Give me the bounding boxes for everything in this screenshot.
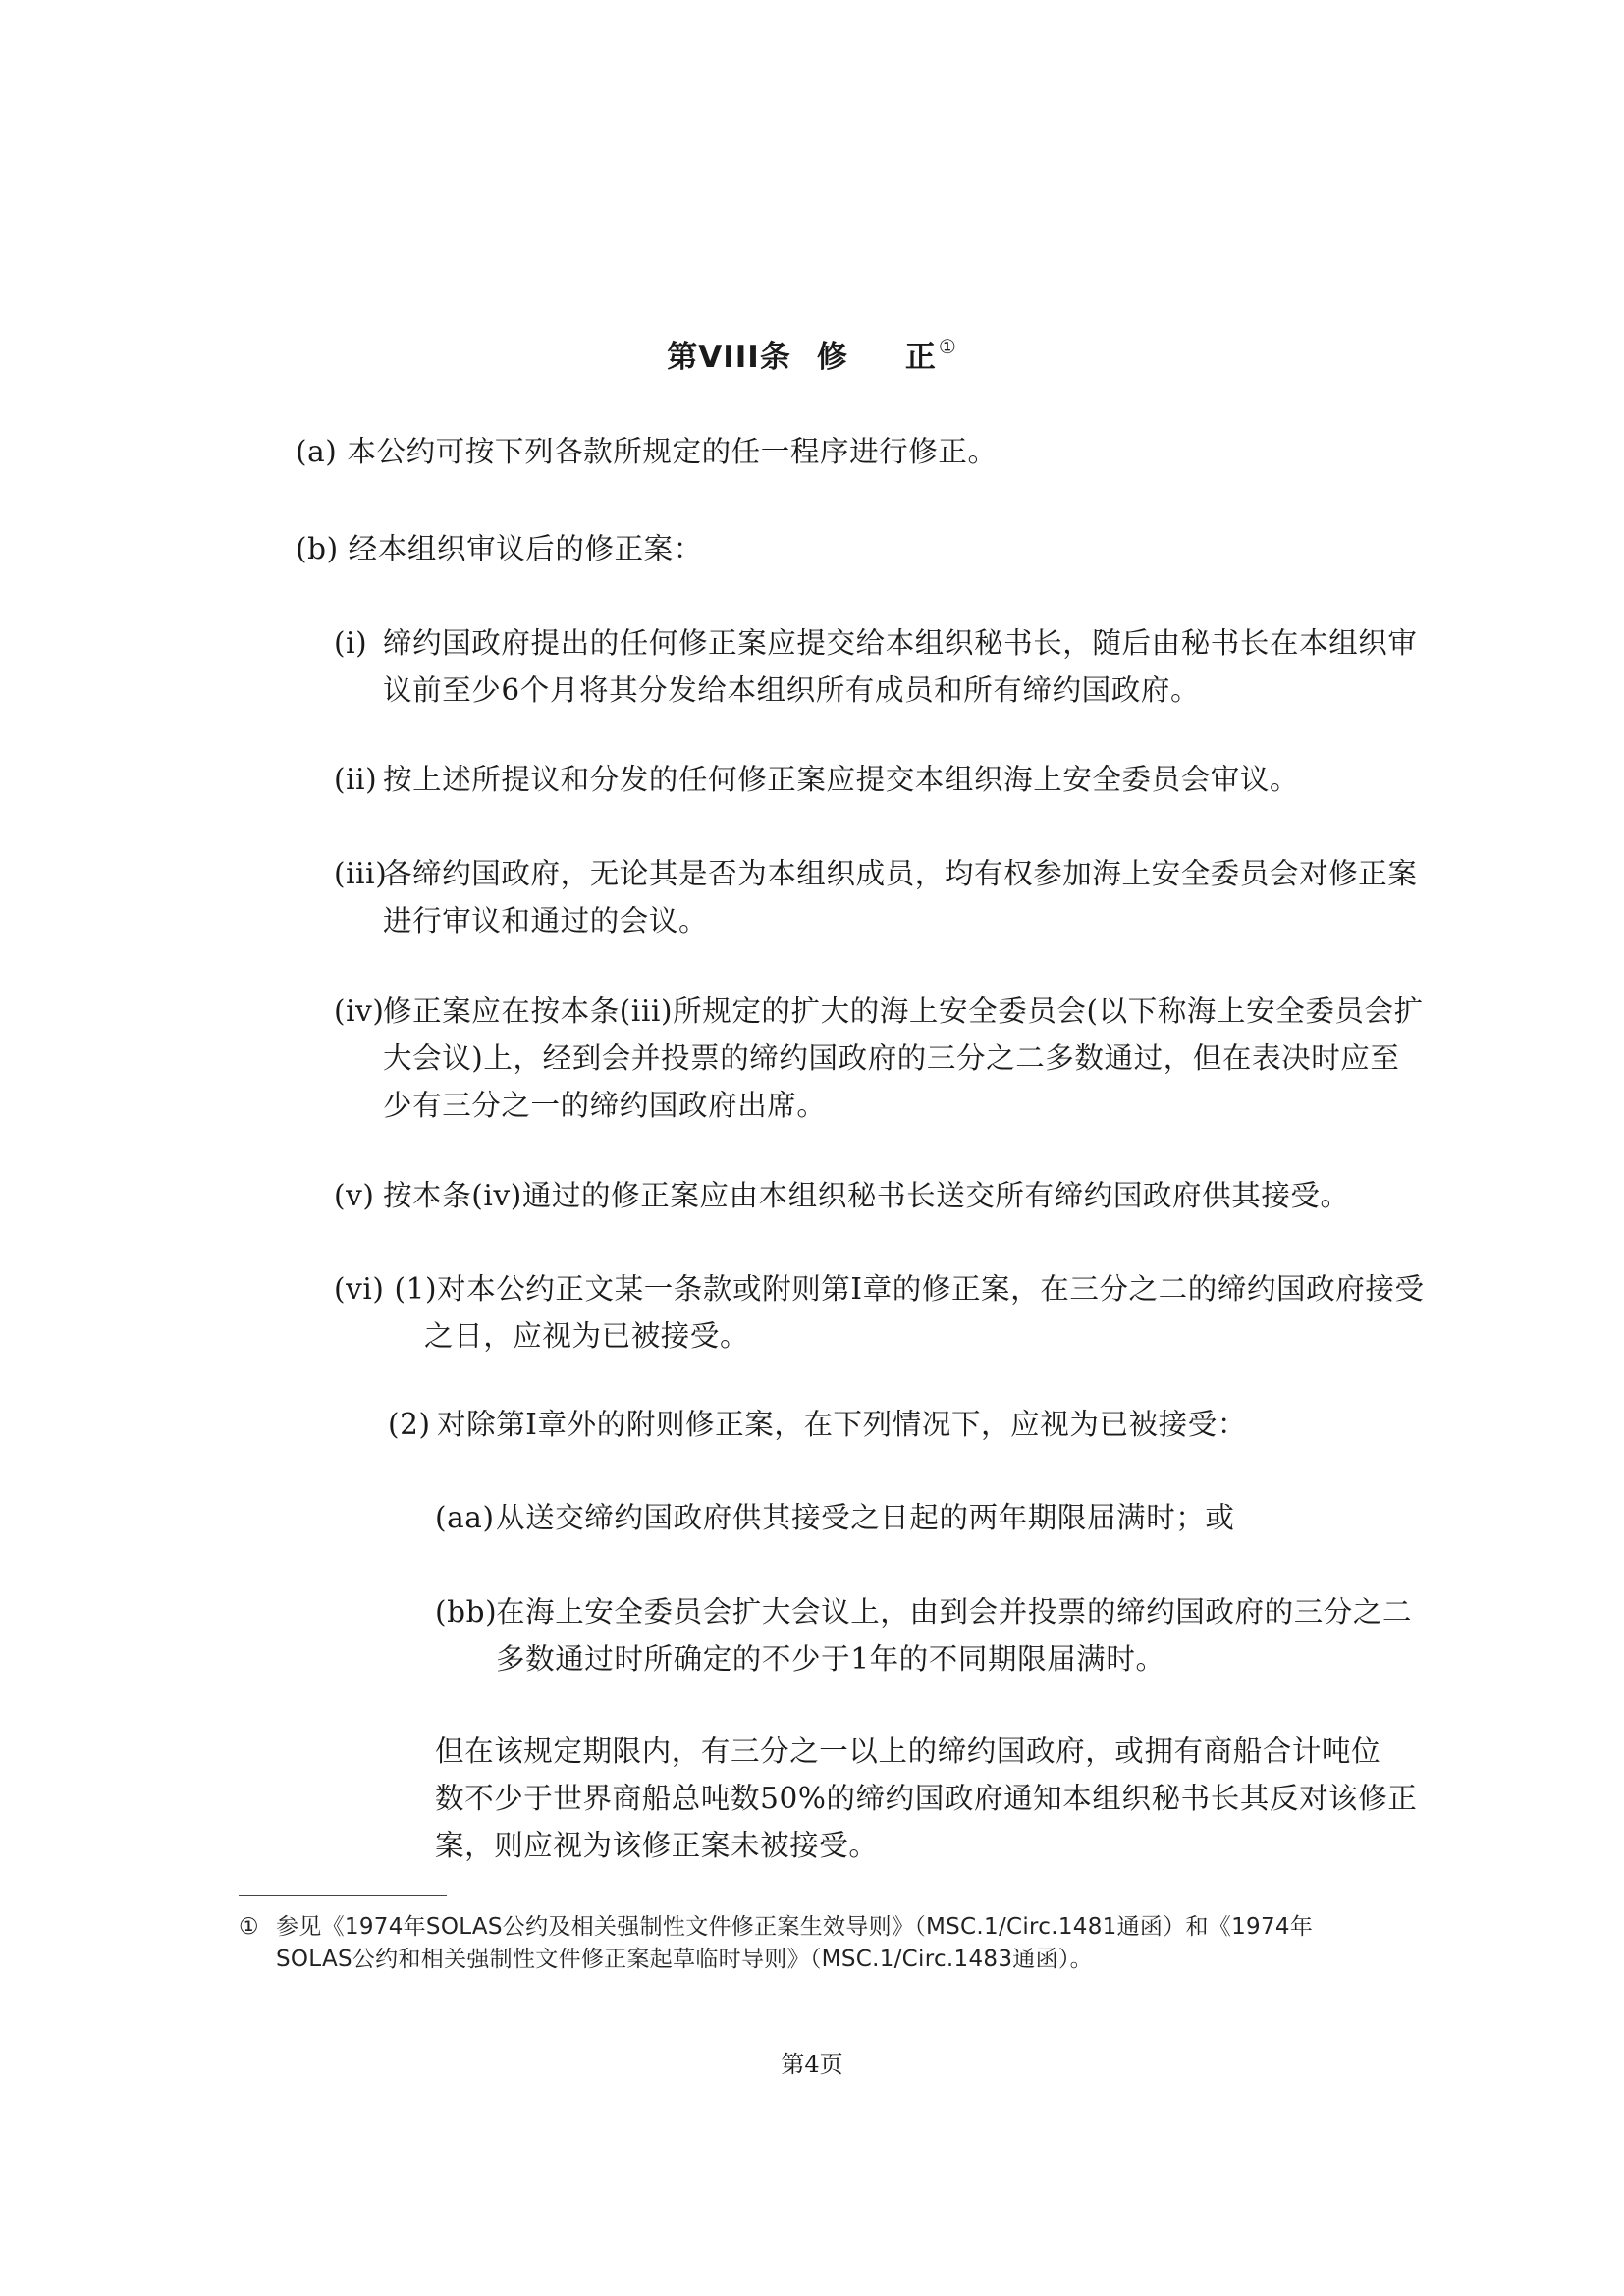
page-number: 第4页 bbox=[781, 2051, 843, 2078]
item-vi-2-line-1: 对除第I章外的附则修正案，在下列情况下，应视为已被接受： bbox=[437, 1408, 1247, 1441]
item-vi-1 bbox=[334, 1265, 1425, 1360]
item-aa-label: (aa) bbox=[435, 1501, 495, 1534]
item-iv-line-3: 少有三分之一的缔约国政府出席。 bbox=[383, 1089, 827, 1122]
article-title-char-2: 正 bbox=[904, 340, 937, 375]
footnote-reference: ① bbox=[938, 335, 957, 358]
item-aa bbox=[435, 1494, 1235, 1541]
item-bb-line-2: 多数通过时所确定的不少于1年的不同期限届满时。 bbox=[496, 1642, 1165, 1676]
item-v-line-1: 按本条(iv)通过的修正案应由本组织秘书长送交所有缔约国政府供其接受。 bbox=[383, 1179, 1350, 1212]
item-vi-2 bbox=[388, 1401, 1247, 1448]
item-iv-line-1: 修正案应在按本条(iii)所规定的扩大的海上安全委员会(以下称海上安全委员会扩 bbox=[383, 994, 1424, 1028]
item-vi-1-line-2: 之日，应视为已被接受。 bbox=[424, 1319, 750, 1353]
paragraph-b-text: (b) 经本组织审议后的修正案： bbox=[296, 532, 703, 565]
item-v-label: (v) bbox=[334, 1179, 375, 1212]
paragraph-b bbox=[296, 525, 703, 572]
item-iv-label: (iv) bbox=[334, 994, 385, 1028]
proviso-line-3: 案，则应视为该修正案未被接受。 bbox=[435, 1829, 879, 1862]
item-i-label: (i) bbox=[334, 626, 368, 660]
item-v bbox=[334, 1172, 1350, 1219]
item-bb-line-1: 在海上安全委员会扩大会议上，由到会并投票的缔约国政府的三分之二 bbox=[496, 1595, 1413, 1629]
footnote-line-2: SOLAS公约和相关强制性文件修正案起草临时导则》（MSC.1/Circ.1483通函）。 bbox=[276, 1947, 1093, 1972]
item-i-line-1: 缔约国政府提出的任何修正案应提交给本组织秘书长，随后由秘书长在本组织审 bbox=[383, 626, 1418, 660]
paragraph-a bbox=[296, 428, 998, 475]
item-i bbox=[334, 619, 1418, 714]
item-iii-line-2: 进行审议和通过的会议。 bbox=[383, 904, 709, 937]
item-ii-label: (ii) bbox=[334, 763, 378, 796]
item-iii-line-1: 各缔约国政府，无论其是否为本组织成员，均有权参加海上安全委员会对修正案 bbox=[383, 857, 1418, 890]
proviso-paragraph bbox=[435, 1728, 1417, 1869]
item-vi-1-label: (vi) (1) bbox=[334, 1272, 438, 1306]
footnote-divider bbox=[239, 1895, 447, 1896]
item-bb bbox=[435, 1588, 1412, 1682]
footnote bbox=[239, 1911, 1397, 1976]
footnote-mark: ① bbox=[239, 1914, 259, 1940]
item-ii bbox=[334, 756, 1299, 803]
item-aa-line-1: 从送交缔约国政府供其接受之日起的两年期限届满时；或 bbox=[496, 1501, 1235, 1534]
item-iv bbox=[334, 988, 1424, 1129]
item-vi-1-line-1: 对本公约正文某一条款或附则第I章的修正案，在三分之二的缔约国政府接受 bbox=[437, 1272, 1425, 1306]
item-bb-label: (bb) bbox=[435, 1595, 498, 1629]
proviso-line-1: 但在该规定期限内，有三分之一以上的缔约国政府，或拥有商船合计吨位 bbox=[435, 1735, 1381, 1768]
item-iii bbox=[334, 850, 1418, 944]
proviso-line-2: 数不少于世界商船总吨数50%的缔约国政府通知本组织秘书长其反对该修正 bbox=[435, 1782, 1418, 1815]
item-ii-line-1: 按上述所提议和分发的任何修正案应提交本组织海上安全委员会审议。 bbox=[383, 763, 1300, 796]
footnote-line-1: 参见《1974年SOLAS公约及相关强制性文件修正案生效导则》（MSC.1/Circ.1481通函）和《1974年 bbox=[276, 1914, 1314, 1940]
article-number: 第VIII条 bbox=[667, 340, 791, 375]
paragraph-a-text: (a) 本公约可按下列各款所规定的任一程序进行修正。 bbox=[296, 435, 998, 468]
article-title-char-1: 修 bbox=[816, 340, 848, 375]
item-iii-label: (iii) bbox=[334, 857, 388, 890]
item-vi-2-label: (2) bbox=[388, 1408, 431, 1441]
item-i-line-2: 议前至少6个月将其分发给本组织所有成员和所有缔约国政府。 bbox=[383, 673, 1201, 707]
item-iv-line-2: 大会议)上，经到会并投票的缔约国政府的三分之二多数通过，但在表决时应至 bbox=[383, 1041, 1400, 1075]
article-title bbox=[0, 332, 1624, 376]
